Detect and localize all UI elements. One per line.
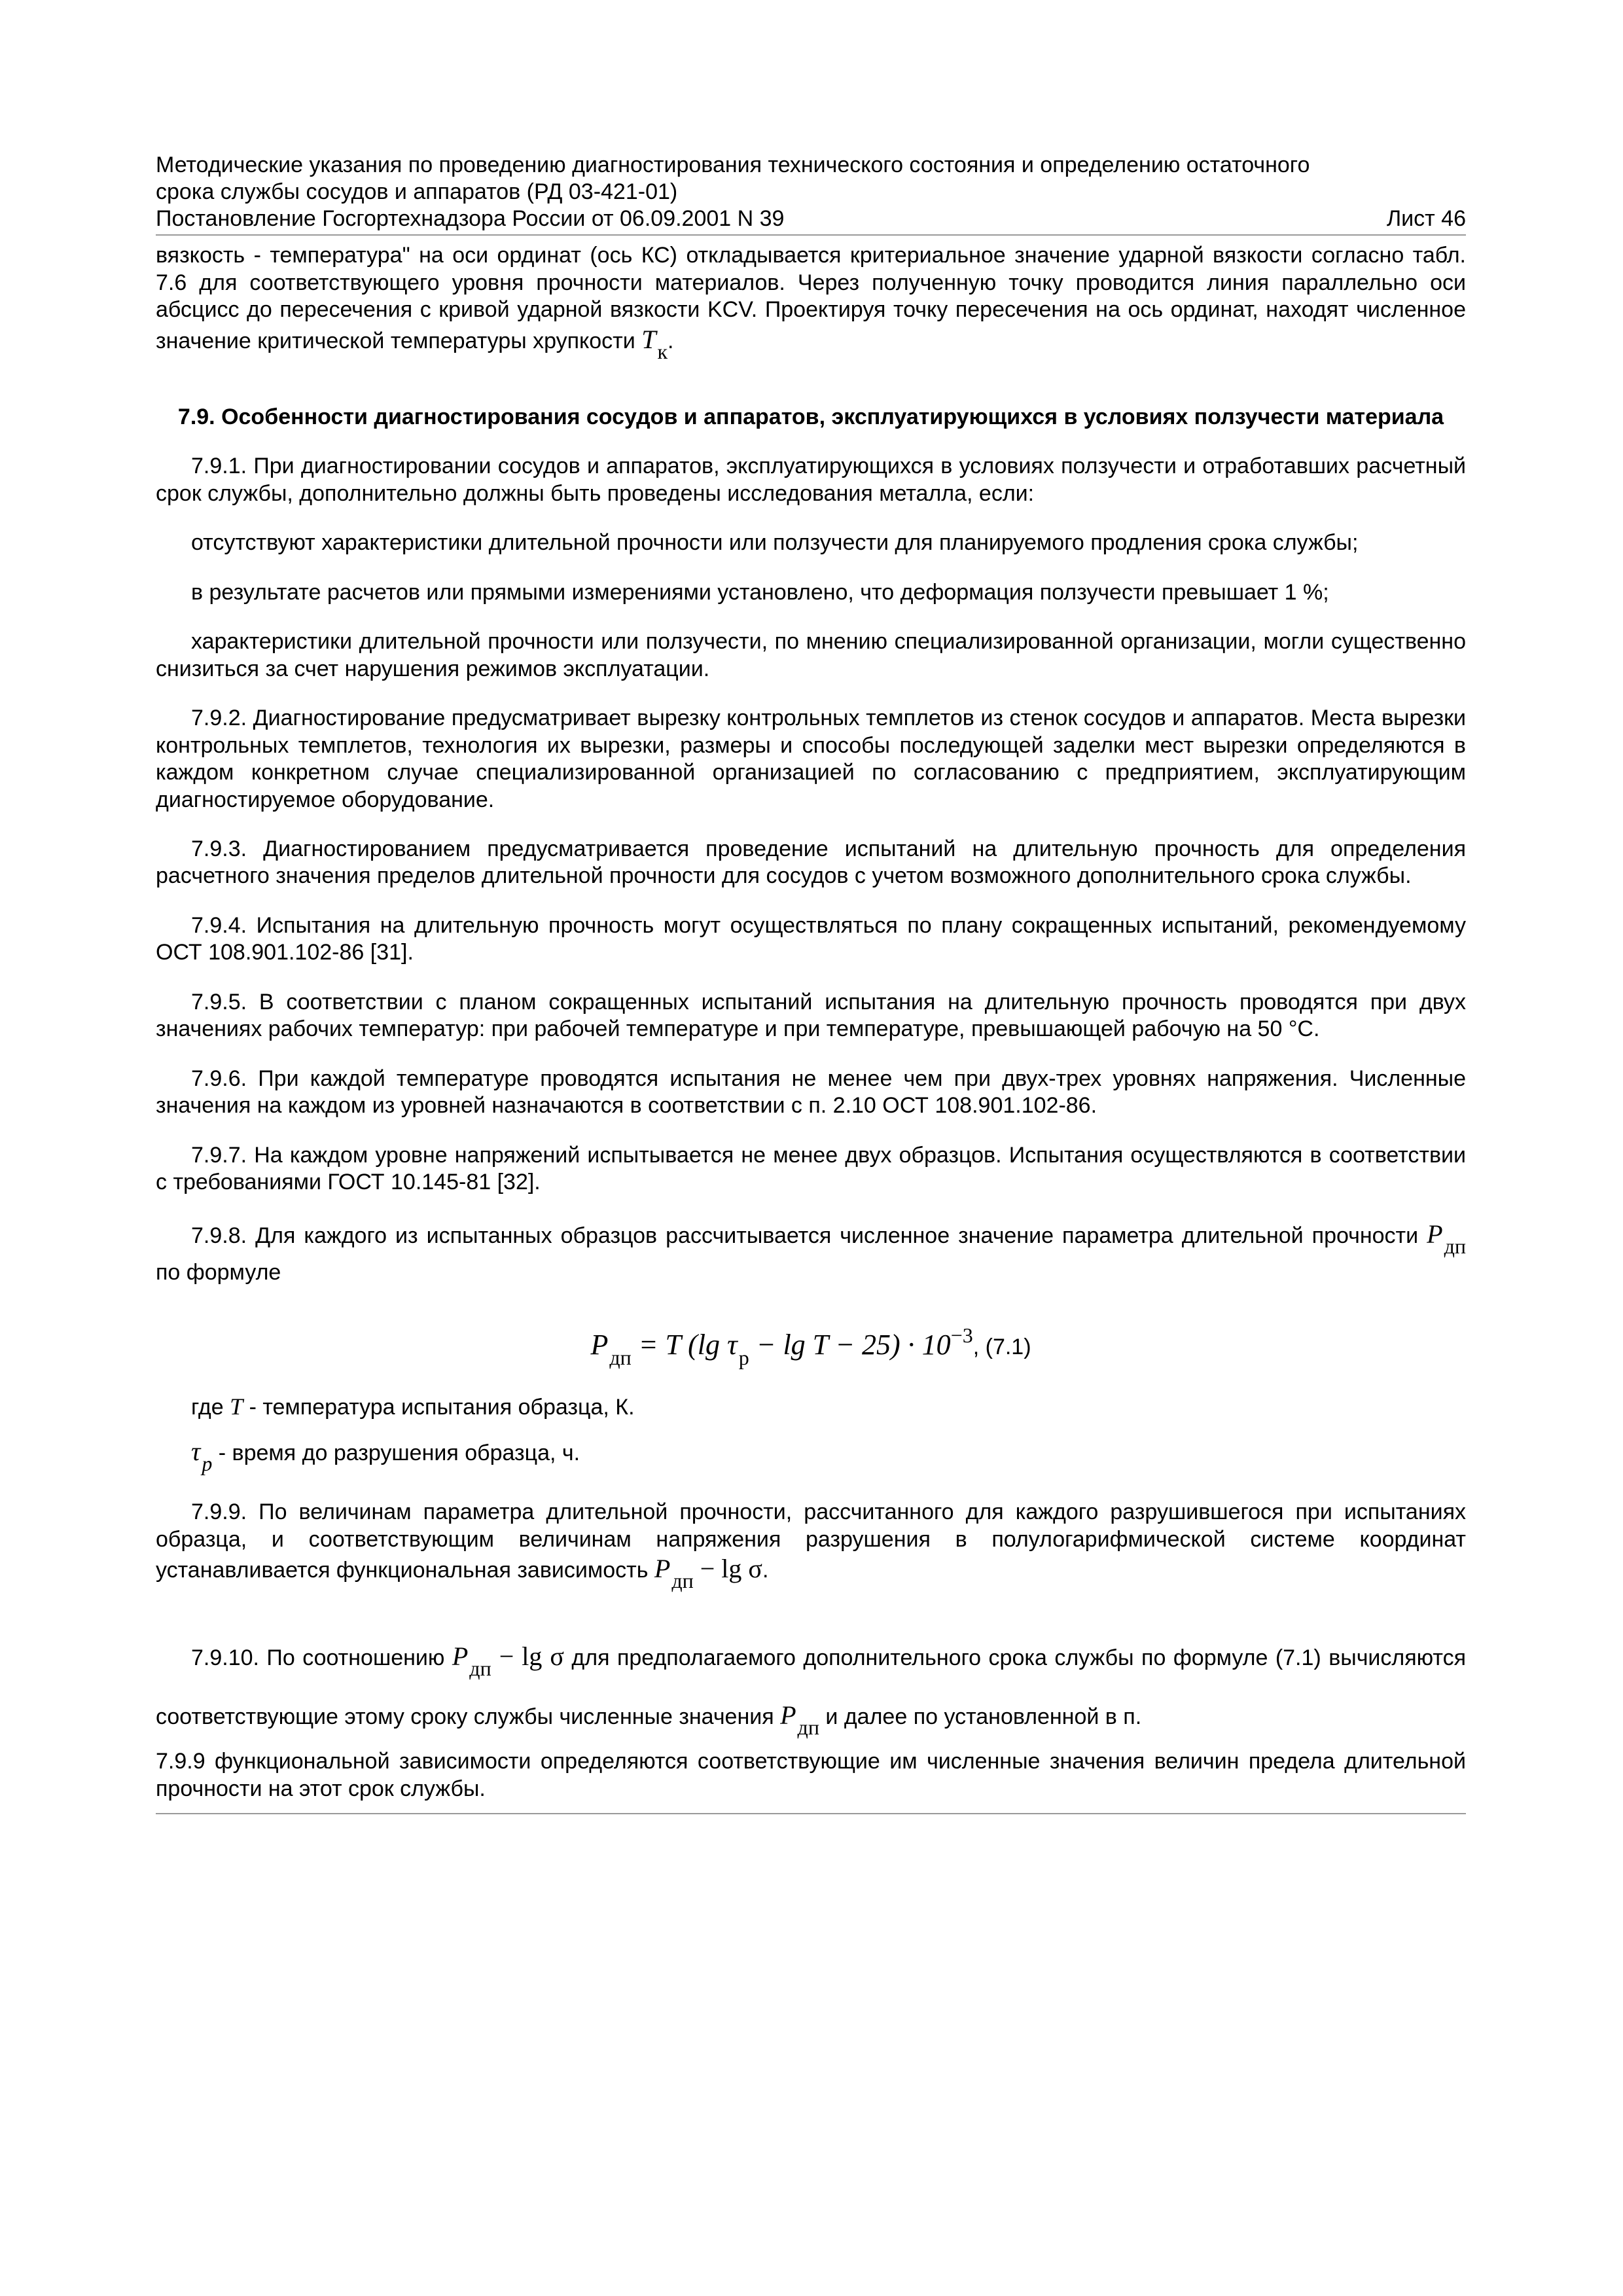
footer-divider bbox=[156, 1813, 1466, 1814]
formula-7-1 bbox=[156, 1323, 1466, 1371]
formula-dp-subscript: дп bbox=[609, 1346, 632, 1370]
paragraph-7-9-8-tail: по формуле bbox=[156, 1259, 281, 1285]
where-T-line bbox=[156, 1393, 1466, 1422]
formula-label: , (7.1) bbox=[972, 1335, 1031, 1360]
lg-sigma-term: − lg σ bbox=[700, 1554, 762, 1584]
symbol-dp-subscript: дп bbox=[1444, 1234, 1466, 1258]
paragraph-7-9-8-text: 7.9.8. Для каждого из испытанных образцов рассчитывается численное значение параметра длительной прочности bbox=[191, 1223, 1419, 1248]
lg-sigma-term-2: − lg σ bbox=[499, 1641, 564, 1672]
paragraph-7-9-10 bbox=[156, 1630, 1466, 1748]
symbol-T: T bbox=[641, 324, 656, 354]
where-tau-description: - время до разрушения образца, ч. bbox=[218, 1441, 580, 1466]
paragraph-7-9-6: 7.9.6. При каждой температуре проводятся испытания не менее чем при двух-трех уровнях напряжения. Численные значения на каждом из уровней назначаются в соответствии с п. 2.10 ОСТ 108.901.102-86. bbox=[156, 1066, 1466, 1119]
paragraph-7-9-5: 7.9.5. В соответствии с планом сокращенных испытаний испытания на длительную прочность проводятся при двух значениях рабочих температур: при рабочей температуре и при температуре, превышающей рабочую на 50 °С. bbox=[156, 989, 1466, 1042]
intro-paragraph bbox=[156, 242, 1466, 364]
condition-item-2: в результате расчетов или прямыми измерениями установлено, что деформация ползучести превышает 1 %; bbox=[191, 579, 1329, 605]
where-p-subscript: p bbox=[202, 1452, 213, 1476]
paragraph-7-9-3: 7.9.3. Диагностированием предусматривается проведение испытаний на длительную прочность для определения расчетного значения пределов длительной прочности для сосудов с учетом возможного дополнительного срока службы. bbox=[156, 836, 1466, 889]
paragraph-7-9-10-part-b: для предполагаемого дополнительного срока службы по формуле (7.1) bbox=[571, 1645, 1321, 1671]
header-title-line1: Методические указания по проведению диагностирования технического состояния и определению остаточного bbox=[156, 152, 1310, 177]
section-title: 7.9. Особенности диагностирования сосудов и аппаратов, эксплуатирующихся в условиях ползучести материала bbox=[177, 404, 1444, 429]
header-meta-row bbox=[156, 206, 1466, 232]
formula-P: P bbox=[590, 1329, 609, 1361]
symbol-P-3: P bbox=[452, 1641, 469, 1672]
symbol-k-subscript: к bbox=[657, 339, 668, 363]
relation-Pdp-lg-sigma bbox=[452, 1641, 564, 1681]
where-symbol-T: T bbox=[230, 1393, 243, 1420]
symbol-Pdp bbox=[1427, 1219, 1466, 1258]
paragraph-7-9-10-continued: 7.9.9 функциональной зависимости определяются соответствующие им численные значения величин предела длительной прочности на этот срок службы. bbox=[156, 1749, 1466, 1801]
where-lead: где bbox=[191, 1395, 224, 1420]
document-page bbox=[156, 152, 1466, 1821]
paragraph-7-9-9 bbox=[156, 1499, 1466, 1594]
symbol-Pdp-lg-sigma bbox=[654, 1554, 762, 1593]
where-tau-line bbox=[156, 1436, 1466, 1477]
symbol-P-2: P bbox=[654, 1554, 671, 1584]
where-symbol-tau-p bbox=[191, 1437, 213, 1476]
paragraph-7-9-9-end: . bbox=[762, 1558, 769, 1583]
paragraph-7-9-4: 7.9.4. Испытания на длительную прочность могут осуществляться по плану сокращенных испытаний, рекомендуемому ОСТ 108.901.102-86 [31]. bbox=[156, 912, 1466, 965]
page-header bbox=[156, 152, 1466, 232]
paragraph-7-9-10-part-d: и далее по установленной в п. bbox=[825, 1704, 1142, 1730]
paragraph-7-9-1: 7.9.1. При диагностировании сосудов и аппаратов, эксплуатирующихся в условиях ползучести и отработавших расчетный срок службы, дополнительно должны быть проведены исследования металла, если: bbox=[156, 454, 1466, 506]
symbol-P-4: P bbox=[780, 1700, 796, 1731]
formula-exponent: −3 bbox=[950, 1323, 973, 1348]
condition-item-3: характеристики длительной прочности или ползучести, по мнению специализированной организации, могли существенно снизиться за счет нарушения режимов эксплуатации. bbox=[156, 629, 1466, 681]
where-symbol-tau: τ bbox=[191, 1437, 201, 1467]
paragraph-7-9-9-text: 7.9.9. По величинам параметра длительной прочности, рассчитанного для каждого разрушившегося при испытаниях образца, и соответствующим величинам напряжения разрушения в полулогарифмической системе координат устанавливается функциональная зависимость bbox=[156, 1499, 1466, 1583]
symbol-Pdp-values bbox=[780, 1700, 819, 1740]
paragraph-7-9-8 bbox=[156, 1219, 1466, 1287]
paragraph-7-9-2: 7.9.2. Диагностирование предусматривает вырезку контрольных темплетов из стенок сосудов и аппаратов. Места вырезки контрольных темплетов, технология их вырезки, размеры и способы последующей заделки мест вырезки определяются в каждом конкретном случае специализированной организацией по согласованию с предприятием, эксплуатирующим диагностируемое оборудование. bbox=[156, 706, 1466, 812]
formula-expression bbox=[590, 1323, 973, 1370]
header-divider bbox=[156, 234, 1466, 236]
symbol-dp-subscript-2: дп bbox=[671, 1569, 694, 1593]
symbol-dp-subscript-4: дп bbox=[797, 1715, 819, 1740]
paragraph-7-9-10-start: 7.9.10. По соотношению bbox=[191, 1645, 445, 1671]
header-title-line2: срока службы сосудов и аппаратов (РД 03-421-01) bbox=[156, 179, 678, 204]
symbol-Tk bbox=[641, 324, 668, 363]
condition-item-1: отсутствуют характеристики длительной прочности или ползучести для планируемого продления срока службы; bbox=[191, 530, 1359, 556]
formula-middle-part: − lg T − 25) · 10 bbox=[756, 1329, 951, 1361]
sheet-number: Лист 46 bbox=[1386, 206, 1466, 231]
formula-p-subscript: p bbox=[738, 1346, 749, 1370]
symbol-dp-subscript-3: дп bbox=[469, 1657, 491, 1681]
header-decree: Постановление Госгортехнадзора России от 06.09.2001 N 39 bbox=[156, 206, 785, 231]
symbol-P: P bbox=[1427, 1219, 1443, 1249]
intro-end: . bbox=[668, 328, 674, 353]
where-T-description: - температура испытания образца, К. bbox=[249, 1395, 635, 1420]
intro-text: вязкость - температура" на оси ординат (ось КС) откладывается критериальное значение ударной вязкости согласно табл. 7.6 для соответствующего уровня прочности материалов. Через полученную точку проводится линия параллельно оси абсцисс до пересечения с кривой ударной вязкости KCV. Проектируя точку пересечения на ось ординат, находят численное значение критической температуры хрупкости bbox=[156, 243, 1466, 353]
paragraph-7-9-7: 7.9.7. На каждом уровне напряжений испытывается не менее двух образцов. Испытания осуществляются в соответствии с требованиями ГОСТ 10.145-81 [32]. bbox=[156, 1142, 1466, 1195]
paragraph-7-9-10-part-c: вычисляются соответствующие этому сроку службы численные значения bbox=[156, 1645, 1466, 1730]
formula-left-part: = T (lg τ bbox=[638, 1329, 738, 1361]
